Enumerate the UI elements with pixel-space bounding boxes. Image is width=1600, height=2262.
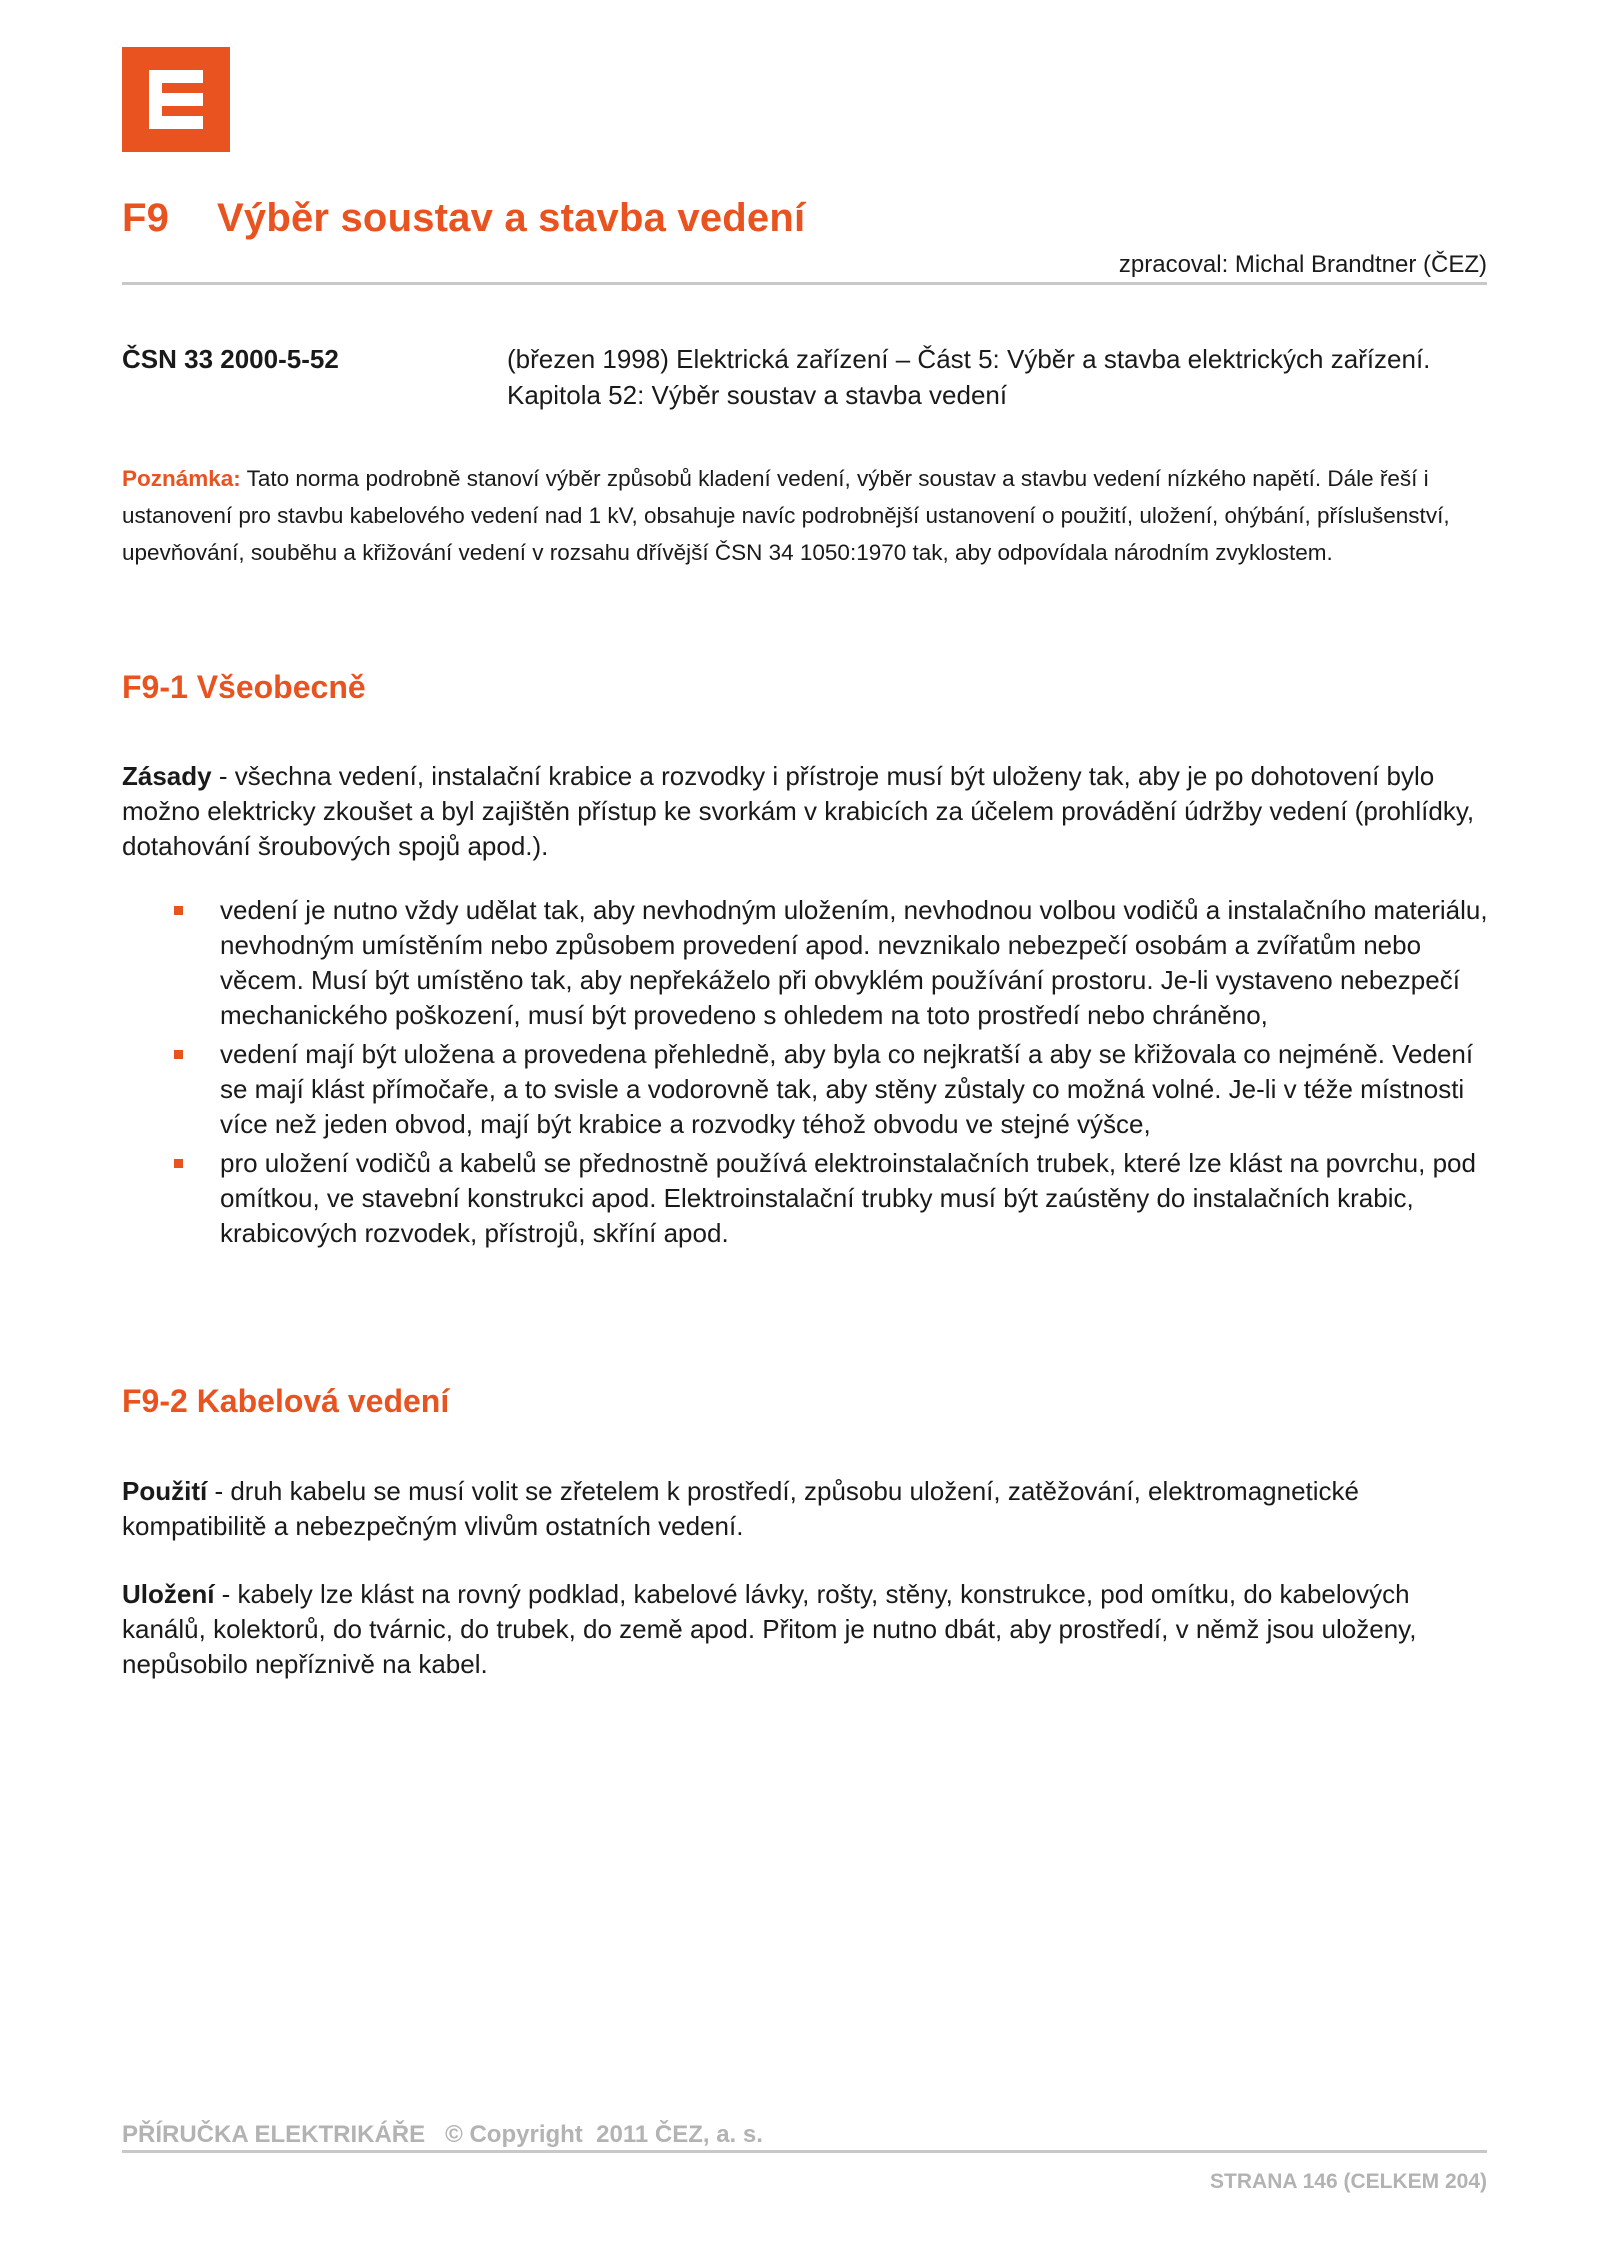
principles-label: Zásady [122, 761, 212, 791]
list-item-text: vedení mají být uložena a provedena přehledně, aby byla co nejkratší a aby se křižovala co nejméně. Vedení se mají klást přímočaře, a to svisle a vodorovně tak, aby stěny zůstaly co možná volné. Je-li v téže místnosti více než jeden obvod, mají být krabice a rozvodky téhož obvodu ve stejné výšce, [220, 1039, 1474, 1139]
footer-divider [122, 2150, 1487, 2153]
list-item-text: vedení je nutno vždy udělat tak, aby nevhodným uložením, nevhodnou volbou vodičů a instalačního materiálu, nevhodným umístěním nebo způsobem provedení apod. nevznikalo nebezpečí osobám a zvířatům nebo věcem. Musí být umístěno tak, aby nepřekáželo při obvyklém používání prostoru. Je-li vystaveno nebezpečí mechanického poškození, musí být provedeno s ohledem na toto prostředí nebo chráněno, [220, 895, 1488, 1030]
header-divider [122, 282, 1487, 285]
chapter-header [122, 196, 1487, 241]
section-heading-kabelova-vedeni: F9-2 Kabelová vedení [122, 1383, 450, 1419]
placement-label: Uložení [122, 1579, 215, 1609]
page-title [122, 196, 1487, 241]
standard-code: ČSN 33 2000-5-52 [122, 344, 339, 374]
usage-paragraph [122, 1474, 1490, 1544]
usage-label: Použití [122, 1476, 208, 1506]
bullet-square-icon [174, 906, 183, 915]
list-item [122, 1146, 1490, 1251]
bullet-square-icon [174, 1050, 183, 1059]
usage-text: - druh kabelu se musí volit se zřetelem k prostředí, způsobu uložení, zatěžování, elektromagnetické kompatibilitě a nebezpečným vlivům ostatních vedení. [122, 1476, 1360, 1541]
note-text: Tato norma podrobně stanoví výběr způsobů kladení vedení, výběr soustav a stavbu vedení nízkého napětí. Dále řeší i ustanovení pro stavbu kabelového vedení nad 1 kV, obsahuje navíc podrobnější ustanovení o použití, uložení, ohýbání, příslušenství, upevňování, souběhu a křižování vedení v rozsahu dřívější ČSN 34 1050:1970 tak, aby odpovídala národním zvyklostem. [122, 466, 1450, 565]
chapter-title: Výběr soustav a stavba vedení [217, 196, 806, 240]
placement-paragraph [122, 1577, 1490, 1682]
section-heading-vseobecne: F9-1 Všeobecně [122, 669, 366, 705]
footer-copyright: PŘÍRUČKA ELEKTRIKÁŘE © Copyright 2011 ČEZ, a. s. [122, 2121, 763, 2148]
placement-text: - kabely lze klást na rovný podklad, kabelové lávky, rošty, stěny, konstrukce, pod omítku, do kabelových kanálů, kolektorů, do tvárnic, do trubek, do země apod. Přitom je nutno dbát, aby prostředí, v němž jsou uloženy, nepůsobilo nepříznivě na kabel. [122, 1579, 1417, 1679]
note-paragraph [122, 460, 1492, 571]
bullet-square-icon [174, 1159, 183, 1168]
author-line: zpracoval: Michal Brandtner (ČEZ) [1118, 251, 1487, 278]
list-item [122, 893, 1490, 1033]
standard-description: (březen 1998) Elektrická zařízení – Část 5: Výběr a stavba elektrických zařízení. Kapitola 52: Výběr soustav a stavba vedení [507, 344, 1431, 410]
list-item-text: pro uložení vodičů a kabelů se přednostně používá elektroinstalačních trubek, které lze klást na povrchu, pod omítkou, ve stavební konstrukci apod. Elektroinstalační trubky musí být zaústěny do instalačních krabic, krabicových rozvodek, přístrojů, skříní apod. [220, 1148, 1476, 1248]
principles-list [122, 893, 1490, 1255]
note-label: Poznámka: [122, 466, 241, 491]
footer-page-number: STRANA 146 (CELKEM 204) [1210, 2170, 1487, 2193]
cez-logo-icon [122, 47, 230, 152]
principles-paragraph [122, 759, 1490, 864]
chapter-number: F9 [122, 196, 170, 240]
principles-text: - všechna vedení, instalační krabice a rozvodky i přístroje musí být uloženy tak, aby je po dohotovení bylo možno elektricky zkoušet a byl zajištěn přístup ke svorkám v krabicích za účelem provádění údržby vedení (prohlídky, dotahování šroubových spojů apod.). [122, 761, 1475, 861]
list-item [122, 1037, 1490, 1142]
